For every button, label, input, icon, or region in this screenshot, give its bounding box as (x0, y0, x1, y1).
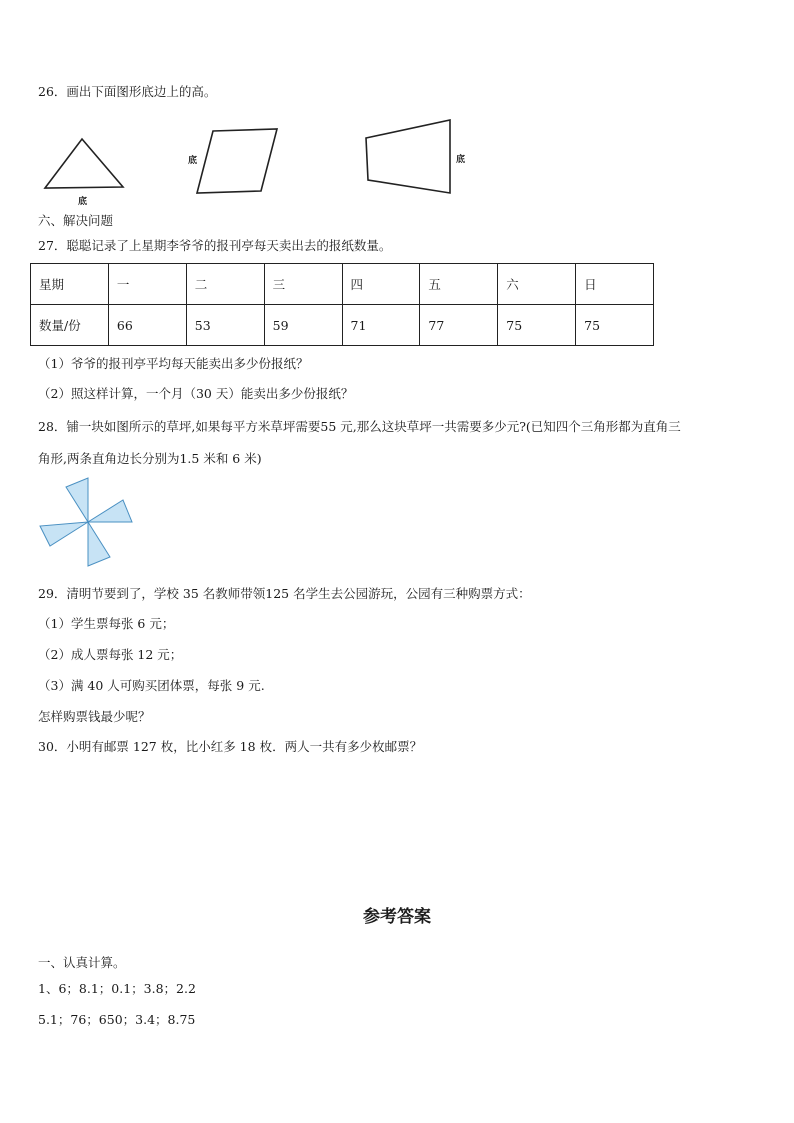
table-cell: 71 (342, 305, 420, 346)
table-cell: 75 (576, 305, 654, 346)
pinwheel-triangle-bottom (88, 522, 110, 566)
table-cell: 66 (108, 305, 186, 346)
trapezoid-base-label: 底 (456, 155, 466, 165)
table-cell: 59 (264, 305, 342, 346)
answers-section1: 一、认真计算。 (38, 955, 126, 970)
table-row (31, 305, 654, 346)
pinwheel-triangle-left (40, 522, 88, 546)
table-cell: 星期 (31, 264, 109, 305)
pinwheel-figure (36, 476, 136, 572)
answers-line2: 5.1；76；650；3.4；8.75 (38, 1012, 196, 1027)
table-cell: 六 (498, 264, 576, 305)
q26-text: 26．画出下面图形底边上的高。 (38, 84, 217, 99)
triangle-base-label: 底 (78, 197, 88, 207)
table-cell: 四 (342, 264, 420, 305)
trapezoid-figure (360, 115, 470, 200)
table-cell: 75 (498, 305, 576, 346)
q27-sub1: （1）爷爷的报刊亭平均每天能卖出多少份报纸？ (38, 356, 309, 371)
table-cell: 53 (186, 305, 264, 346)
pinwheel-triangle-top (66, 478, 88, 522)
table-header-row (31, 264, 654, 305)
table-cell: 77 (420, 305, 498, 346)
q27-sub2: （2）照这样计算，一个月（30 天）能卖出多少份报纸？ (38, 386, 354, 401)
q28-line2: 角形,两条直角边长分别为1.5 米和 6 米) (38, 451, 262, 466)
table-cell: 日 (576, 264, 654, 305)
q27-text: 27．聪聪记录了上星期李爷爷的报刊亭每天卖出去的报纸数量。 (38, 238, 392, 253)
q29-option1: （1）学生票每张 6 元； (38, 616, 175, 631)
answers-title: 参考答案 (363, 907, 431, 927)
q29-option3: （3）满 40 人可购买团体票，每张 9 元. (38, 678, 265, 693)
q29-text: 29．清明节要到了，学校 35 名教师带领125 名学生去公园游玩，公园有三种购票方式： (38, 586, 531, 601)
answers-line1: 1、6；8.1；0.1；3.8；2.2 (38, 981, 196, 996)
parallelogram-base-label: 底 (188, 156, 198, 166)
parallelogram-figure (190, 125, 290, 200)
pinwheel-triangle-right (88, 500, 132, 522)
table-cell: 三 (264, 264, 342, 305)
table-cell: 一 (108, 264, 186, 305)
table-cell: 五 (420, 264, 498, 305)
q29-question: 怎样购票钱最少呢？ (38, 709, 151, 724)
newspaper-sales-table (30, 263, 654, 346)
table-cell: 数量/份 (31, 305, 109, 346)
q29-option2: （2）成人票每张 12 元； (38, 647, 183, 662)
q30-text: 30．小明有邮票 127 枚，比小红多 18 枚．两人一共有多少枚邮票？ (38, 739, 423, 754)
q28-line1: 28．铺一块如图所示的草坪,如果每平方米草坪需要55 元,那么这块草坪一共需要多少元?(已知四个三角形都为直角三 (38, 419, 681, 434)
table-cell: 二 (186, 264, 264, 305)
section6-heading: 六、解决问题 (38, 213, 114, 228)
